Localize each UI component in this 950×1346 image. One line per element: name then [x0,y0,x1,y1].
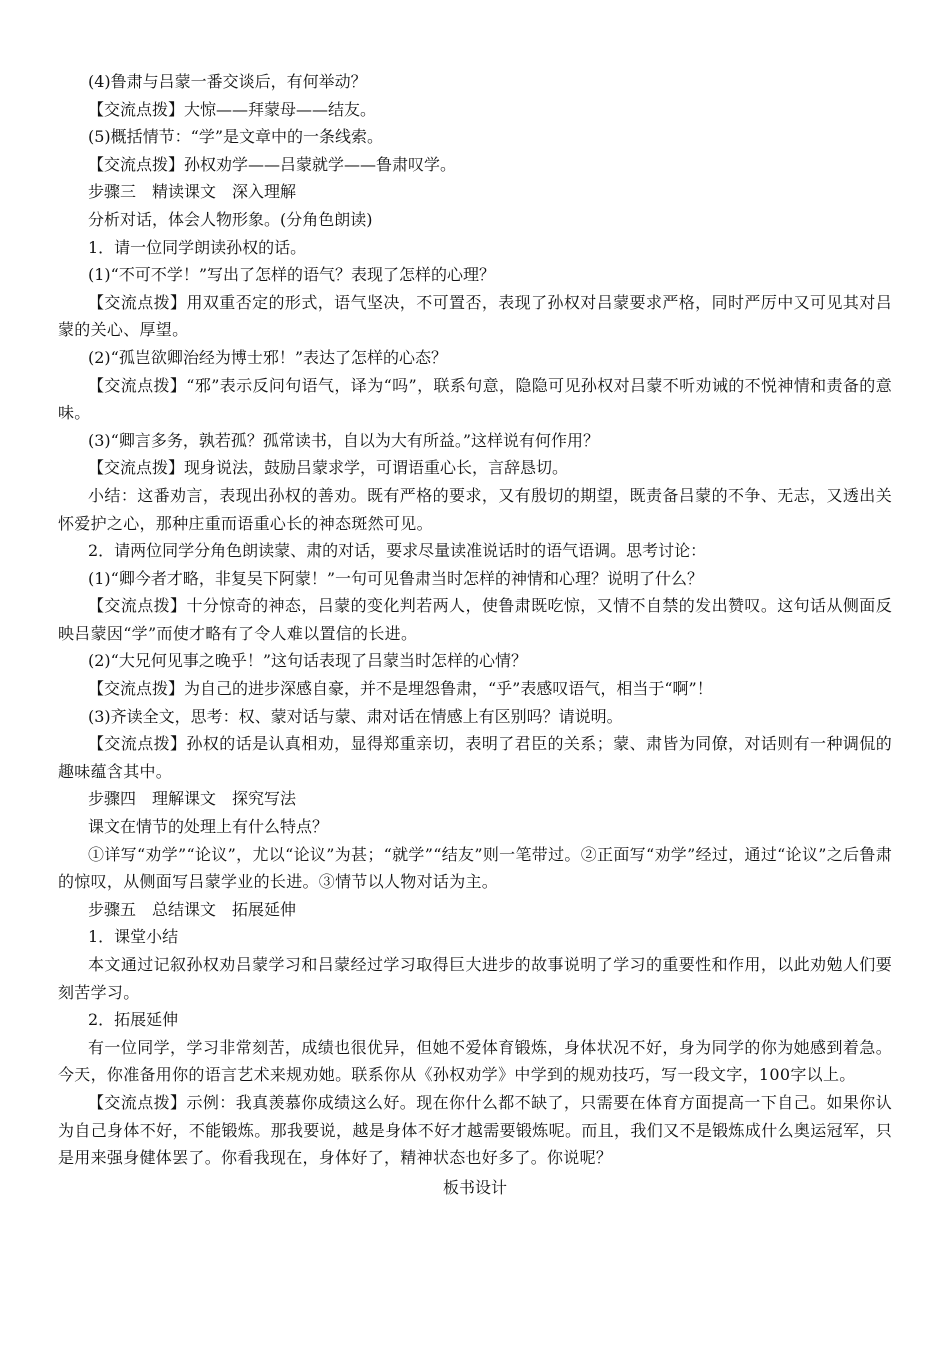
answer-5: 【交流点拨】孙权劝学——吕蒙就学——鲁肃叹学。 [88,154,457,174]
task-1-answer-1: 【交流点拨】用双重否定的形式，语气坚决，不可置否，表现了孙权对吕蒙要求严格，同时严厉中又可见其对吕蒙的关心、厚望。 [58,292,892,340]
task-2-answer-3: 【交流点拨】孙权的话是认真相劝，显得郑重亲切，表明了君臣的关系；蒙、肃皆为同僚，对话则有一种调侃的趣味蕴含其中。 [58,734,892,781]
extension-text: 有一位同学，学习非常刻苦，成绩也很优异，但她不爱体育锻炼，身体状况不好，身为同学的你为她感到着急。今天，你准备用你的语言艺术来规劝她。联系你从《孙权劝学》中学到的规劝技巧，写一段文字，100字以上。 [58,1037,892,1085]
task-2-question-2: (2)“大兄何见事之晚乎！”这句话表现了吕蒙当时怎样的心情？ [88,651,528,671]
task-1-question-3: (3)“卿言多务，孰若孤？孤常读书，自以为大有所益。”这样说有何作用？ [88,430,600,450]
task-2: 2．请两位同学分角色朗读蒙、肃的对话，要求尽量读准说话时的语气语调。思考讨论： [88,541,707,561]
step-3-heading: 步骤三 精读课文 深入理解 [88,182,297,202]
extension-answer: 【交流点拨】示例：我真羡慕你成绩这么好。现在你什么都不缺了，只需要在体育方面提高一下自己。如果你认为自己身体不好，不能锻炼。那我要说，越是身体不好才越需要锻炼呢。而且，我们又不是锻炼成什么奥运冠军，只是用来强身健体罢了。你看我现在，身体好了，精神状态也好多了。你说呢？ [58,1092,892,1168]
class-summary-text: 本文通过记叙孙权劝吕蒙学习和吕蒙经过学习取得巨大进步的故事说明了学习的重要性和作用，以此劝勉人们要刻苦学习。 [58,955,892,1002]
task-1-answer-3: 【交流点拨】现身说法，鼓励吕蒙求学，可谓语重心长，言辞恳切。 [88,458,569,478]
task-2-answer-2: 【交流点拨】为自己的进步深感自豪，并不是埋怨鲁肃，“乎”表感叹语气，相当于“啊”！ [88,679,713,699]
task-1-answer-2: 【交流点拨】“邪”表示反问句语气，译为“吗”，联系句意，隐隐可见孙权对吕蒙不听劝诫的不悦神情和责备的意味。 [58,375,892,423]
question-5: (5)概括情节：“学”是文章中的一条线索。 [88,127,384,147]
task-1: 1．请一位同学朗读孙权的话。 [88,237,307,257]
board-design-title: 板书设计 [442,1177,507,1197]
task-1-summary: 小结：这番劝言，表现出孙权的善劝。既有严格的要求，又有殷切的期望，既责备吕蒙的不争、无志，又透出关怀爱护之心，那种庄重而语重心长的神态斑然可见。 [58,485,892,533]
answer-4: 【交流点拨】大惊——拜蒙母——结友。 [88,99,377,119]
step-3-intro: 分析对话，体会人物形象。(分角色朗读) [88,209,373,229]
task-2-question-3: (3)齐读全文，思考：权、蒙对话与蒙、肃对话在情感上有区别吗？请说明。 [88,706,623,726]
step-4-answer: ①详写“劝学”“论议”，尤以“论议”为甚；“就学”“结友”则一笔带过。②正面写“劝学”经过，通过“论议”之后鲁肃的惊叹，从侧面写吕蒙学业的长进。③情节以人物对话为主。 [58,844,892,892]
task-1-question-1: (1)“不可不学！”写出了怎样的语气？表现了怎样的心理？ [88,265,496,285]
extension-heading: 2．拓展延伸 [88,1010,179,1030]
task-2-answer-1: 【交流点拨】十分惊奇的神态，吕蒙的变化判若两人，使鲁肃既吃惊，又情不自禁的发出赞叹。这句话从侧面反映吕蒙因“学”而使才略有了令人难以置信的长进。 [58,596,892,643]
step-4-question: 课文在情节的处理上有什么特点？ [88,817,329,837]
class-summary-heading: 1．课堂小结 [88,927,179,947]
step-5-heading: 步骤五 总结课文 拓展延伸 [88,899,297,919]
question-4: (4)鲁肃与吕蒙一番交谈后，有何举动？ [88,72,367,91]
task-1-question-2: (2)“孤岂欲卿治经为博士邪！”表达了怎样的心态？ [88,347,448,367]
step-4-heading: 步骤四 理解课文 探究写法 [88,789,297,809]
task-2-question-1: (1)“卿今者才略，非复吴下阿蒙！”一句可见鲁肃当时怎样的神情和心理？说明了什么？ [88,568,704,588]
